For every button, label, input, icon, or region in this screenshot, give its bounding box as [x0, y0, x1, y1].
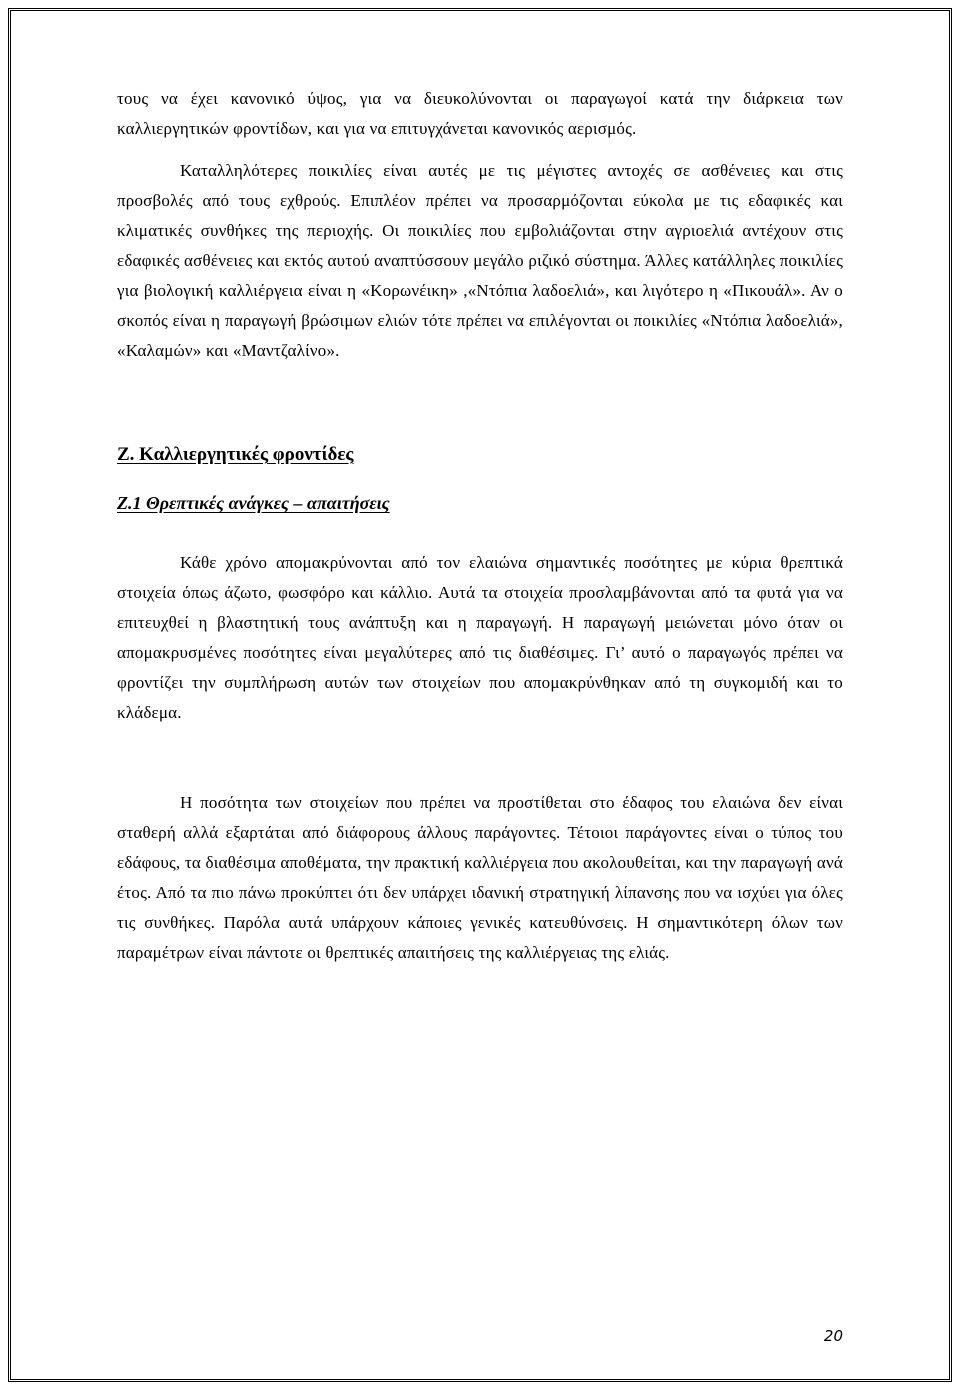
subsection-heading: Ζ.1 Θρεπτικές ανάγκες – απαιτήσεις — [117, 493, 390, 513]
page-number: 20 — [823, 1327, 843, 1345]
paragraph-nutrient-removal: Κάθε χρόνο απομακρύνονται από τον ελαιώνα σημαντικές ποσότητες με κύρια θρεπτικά στοιχεία όπως άζωτο, φωσφόρο και κάλλιο. Αυτά τα στοιχεία προσλαμβάνονται από τα φυτά για να επιτευχθεί η βλαστητική τους ανάπτυξη και η παραγωγή. Η παραγωγή μειώνεται μόνο όταν οι απομακρυσμένες ποσότητες είναι μεγαλύτερες από τις διαθέσιμες. Γι’ αυτό ο παραγωγός πρέπει να φροντίζει την συμπλήρωση αυτών των στοιχείων που απομακρύνθηκαν από τη συγκομιδή και το κλάδεμα. — [117, 553, 843, 722]
paragraph-continuation: τους να έχει κανονικό ύψος, για να διευκολύνονται οι παραγωγοί κατά την διάρκεια των καλλιεργητικών φροντίδων, και για να επιτυγχάνεται κανονικός αερισμός. — [117, 89, 843, 138]
paragraph-varieties: Καταλληλότερες ποικιλίες είναι αυτές με τις μέγιστες αντοχές σε ασθένειες και στις προσβολές από τους εχθρούς. Επιπλέον πρέπει να προσαρμόζονται εύκολα με τις εδαφικές και κλιματικές συνθήκες της περιοχής. Οι ποικιλίες που εμβολιάζονται στην αγριοελιά αντέχουν στις εδαφικές ασθένειες και εκτός αυτού αναπτύσσουν μεγάλο ριζικό σύστημα. Άλλες κατάλληλες ποικιλίες για βιολογική καλλιέργεια είναι η «Κορωνέικη» ,«Ντόπια λαδοελιά», και λιγότερο η «Πικουάλ». Αν ο σκοπός είναι η παραγωγή βρώσιμων ελιών τότε πρέπει να επιλέγονται οι ποικιλίες «Ντόπια λαδοελιά», «Καλαμών» και «Μαντζαλίνο». — [117, 161, 843, 360]
section-heading: Ζ. Καλλιεργητικές φροντίδες — [117, 444, 354, 465]
page-content — [117, 84, 843, 968]
paragraph-nutrient-quantity: Η ποσότητα των στοιχείων που πρέπει να προστίθεται στο έδαφος του ελαιώνα δεν είναι σταθερή αλλά εξαρτάται από διάφορους άλλους παράγοντες. Τέτοιοι παράγοντες είναι ο τύπος του εδάφους, τα διαθέσιμα αποθέματα, την πρακτική καλλιέργεια που ακολουθείται, και την παραγωγή ανά έτος. Από τα πιο πάνω προκύπτει ότι δεν υπάρχει ιδανική στρατηγική λίπανσης που να ισχύει για όλες τις συνθήκες. Παρόλα αυτά υπάρχουν κάποιες γενικές κατευθύνσεις. Η σημαντικότερη όλων των παραμέτρων είναι πάντοτε οι θρεπτικές απαιτήσεις της καλλιέργειας της ελιάς. — [117, 793, 843, 962]
